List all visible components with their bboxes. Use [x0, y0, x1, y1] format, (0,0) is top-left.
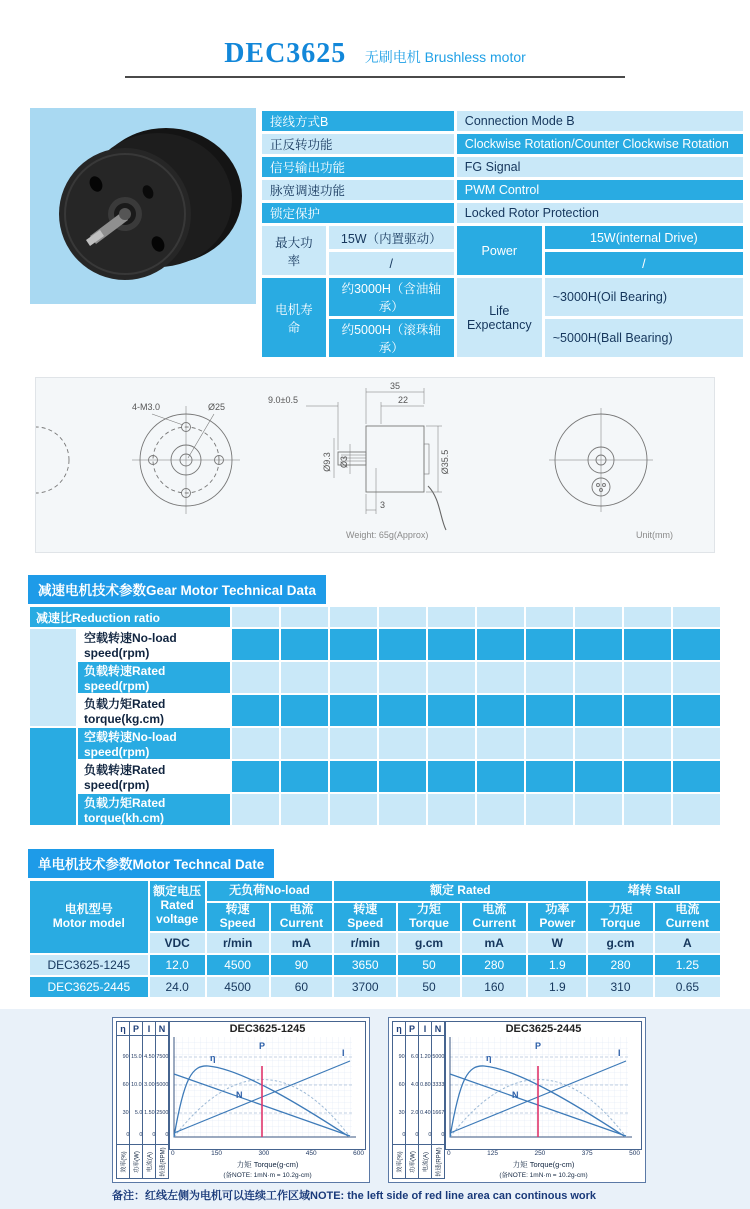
gear-data-cell — [477, 607, 524, 627]
dim-905: 9.0±0.5 — [268, 395, 298, 405]
spec-en: Connection Mode B — [457, 111, 743, 131]
gear-data-cell — [624, 695, 671, 726]
spec-cn: 信号输出功能 — [262, 157, 454, 177]
spec-cn: 锁定保护 — [262, 203, 454, 223]
value-cell: 3650 — [334, 955, 396, 975]
spec-row-rotation — [262, 134, 743, 154]
spec-cn: 脉宽调速功能 — [262, 180, 454, 200]
scale-column-N — [432, 1022, 445, 1178]
value-cell: 1.25 — [655, 955, 720, 975]
gear-data-cell — [428, 662, 475, 693]
gear-data-cell — [575, 794, 622, 825]
power-value2-en: / — [545, 252, 743, 275]
col-header: 电流 Current — [655, 903, 720, 931]
spec-row-power-1 — [262, 226, 743, 249]
group-header: 无负荷No-load — [207, 881, 333, 901]
spec-cn: 正反转功能 — [262, 134, 454, 154]
gear-data-cell — [477, 662, 524, 693]
gear-data-cell — [281, 629, 328, 660]
gear-data-cell — [526, 761, 573, 792]
gear-row-label: 负载转速Rated speed(rpm) — [78, 761, 230, 792]
scale-ticks: 5000 3333 1667 0 — [431, 1053, 444, 1138]
gear-data-cell — [379, 761, 426, 792]
gear-data-cell — [428, 794, 475, 825]
col-header: 电流 Current — [271, 903, 333, 931]
scale-column-I — [419, 1022, 432, 1178]
unit-cell: g.cm — [588, 933, 653, 953]
spec-row-lock — [262, 203, 743, 223]
scale-symbol: η — [117, 1022, 129, 1036]
gear-data-cell — [526, 629, 573, 660]
motor-table-title: 单电机技术参数Motor Techncal Date — [28, 849, 274, 878]
gear-data-cell — [330, 794, 377, 825]
svg-text:P: P — [534, 1040, 542, 1051]
dim-35: 35 — [390, 381, 401, 391]
gear-data-cell — [379, 728, 426, 759]
gear-data-cell — [428, 728, 475, 759]
scale-ticks: 7500 5000 2500 0 — [155, 1053, 168, 1138]
value-cell: 310 — [588, 977, 653, 997]
unit-cell: A — [655, 933, 720, 953]
value-cell: 1.9 — [528, 977, 586, 997]
scale-ticks: 15.0 10.0 5.0 0 — [131, 1053, 142, 1138]
gear-data-cell — [624, 728, 671, 759]
gear-data-cell — [575, 607, 622, 627]
gear-data-cell — [428, 607, 475, 627]
chart-title: DEC3625-1245 — [229, 1022, 306, 1035]
gear-data-cell — [330, 728, 377, 759]
svg-text:N: N — [236, 1089, 243, 1100]
gear-motor-section — [28, 575, 722, 827]
scale-column-η — [117, 1022, 130, 1178]
x-axis-label: 力矩 Torque(g-cm) — [512, 1159, 575, 1169]
gear-table — [28, 605, 722, 827]
value-cell: 50 — [398, 955, 460, 975]
gear-data-cell — [281, 695, 328, 726]
gear-row — [30, 629, 720, 660]
unit-cell: r/min — [207, 933, 269, 953]
value-cell: 280 — [462, 955, 527, 975]
performance-chart-2445 — [388, 1017, 646, 1183]
spec-cn: 接线方式B — [262, 111, 454, 131]
col-header: 转速 Speed — [207, 903, 269, 931]
x-axis-label: 力矩 Torque(g-cm) — [236, 1159, 299, 1169]
unit-cell: r/min — [334, 933, 396, 953]
gear-row — [30, 662, 720, 693]
scale-column-η — [393, 1022, 406, 1178]
gear-data-cell — [673, 695, 720, 726]
col-header: 转速 Speed — [334, 903, 396, 931]
scale-ticks: 4.50 3.00 1.50 0 — [144, 1053, 155, 1138]
gear-data-cell — [624, 607, 671, 627]
x-axis-ticks: 0 125 250 375 500 — [447, 1149, 640, 1157]
gear-row-label: 负载转速Rated speed(rpm) — [78, 662, 230, 693]
value-cell: 0.65 — [655, 977, 720, 997]
svg-text:η: η — [486, 1052, 492, 1063]
curves-plot — [170, 1036, 360, 1144]
gear-data-cell — [673, 728, 720, 759]
value-cell: 90 — [271, 955, 333, 975]
scale-symbol: I — [419, 1022, 431, 1036]
model-cell: DEC3625-2445 — [30, 977, 148, 997]
scale-ticks: 1.20 0.80 0.40 0 — [420, 1053, 431, 1138]
svg-text:η: η — [210, 1052, 216, 1063]
gear-data-cell — [673, 607, 720, 627]
gear-data-cell — [232, 607, 279, 627]
gear-row-label: 负载力矩Rated torque(kg.cm) — [78, 695, 230, 726]
gear-data-cell — [330, 607, 377, 627]
motor-data-section — [28, 849, 722, 999]
gear-row — [30, 794, 720, 825]
scale-ticks: 90 60 30 0 — [398, 1053, 405, 1138]
scale-axis-label: 电流(A) — [419, 1144, 431, 1178]
life-value2-en: ~5000H(Ball Bearing) — [545, 319, 743, 357]
gear-row-label: 负载力矩Rated torque(kh.cm) — [78, 794, 230, 825]
dim-d25: Ø25 — [208, 402, 226, 412]
voltage-header: 额定电压 Rated voltage — [150, 881, 205, 931]
value-cell: 4500 — [207, 977, 269, 997]
spec-row-pwm — [262, 180, 743, 200]
page-title: DEC3625 — [224, 38, 347, 69]
spec-row-life-1 — [262, 278, 743, 316]
svg-text:N: N — [512, 1089, 519, 1100]
col-header: 功率 Power — [528, 903, 586, 931]
gear-data-cell — [575, 728, 622, 759]
gear-data-cell — [575, 695, 622, 726]
life-value1-en: ~3000H(Oil Bearing) — [545, 278, 743, 316]
gear-data-cell — [281, 794, 328, 825]
header-title-block — [125, 38, 625, 78]
dimensional-drawing — [35, 377, 715, 553]
gear-data-cell — [575, 761, 622, 792]
gear-data-cell — [477, 695, 524, 726]
unit-cell: VDC — [150, 933, 205, 953]
group-header: 堵转 Stall — [588, 881, 720, 901]
reduction-ratio-row — [30, 607, 720, 627]
value-cell: 12.0 — [150, 955, 205, 975]
gear-data-cell — [232, 629, 279, 660]
dim-22: 22 — [398, 395, 409, 405]
scale-symbol: η — [393, 1022, 405, 1036]
x-axis-ticks: 0 150 300 450 600 — [171, 1149, 364, 1157]
svg-text:I: I — [342, 1047, 345, 1058]
motor-data-row — [30, 977, 720, 997]
gear-data-cell — [428, 629, 475, 660]
gear-data-cell — [379, 607, 426, 627]
spec-row-fg-signal — [262, 157, 743, 177]
motor-photo-illustration — [30, 108, 256, 304]
gear-data-cell — [330, 629, 377, 660]
gear-row-label: 空载转速No-load speed(rpm) — [78, 728, 230, 759]
spec-en: Clockwise Rotation/Counter Clockwise Rotation — [457, 134, 743, 154]
unit-cell: W — [528, 933, 586, 953]
gear-data-cell — [673, 662, 720, 693]
gear-data-cell — [624, 761, 671, 792]
y-axis-scales — [392, 1021, 445, 1179]
col-header: 力矩 Torque — [588, 903, 653, 931]
gear-table-title: 减速电机技术参数Gear Motor Technical Data — [28, 575, 326, 604]
model-cell: DEC3625-1245 — [30, 955, 148, 975]
unit-cell: g.cm — [398, 933, 460, 953]
power-value2-cn: / — [329, 252, 454, 275]
scale-column-N — [156, 1022, 169, 1178]
subtitle-en: Brushless motor — [424, 49, 526, 65]
gear-data-cell — [281, 728, 328, 759]
scale-column-P — [130, 1022, 143, 1178]
power-label-cn: 最大功率 — [262, 226, 326, 275]
group-header: 额定 Rated — [334, 881, 586, 901]
drawing-unit: Unit(mm) — [636, 530, 673, 540]
spec-en: PWM Control — [457, 180, 743, 200]
life-label-cn: 电机寿命 — [262, 278, 326, 357]
dim-d93: Ø9.3 — [322, 452, 332, 472]
page-subtitle — [365, 49, 526, 65]
value-cell: 4500 — [207, 955, 269, 975]
gear-data-cell — [330, 761, 377, 792]
gear-group-spacer — [30, 629, 76, 726]
gear-data-cell — [232, 761, 279, 792]
x-axis-note: (备NOTE: 1mN·m = 10.2g-cm) — [223, 1171, 312, 1179]
gear-data-cell — [575, 662, 622, 693]
scale-symbol: I — [143, 1022, 155, 1036]
drawing-weight: Weight: 65g(Approx) — [346, 530, 429, 540]
spec-table — [259, 108, 746, 360]
gear-row — [30, 728, 720, 759]
gear-data-cell — [232, 662, 279, 693]
scale-column-P — [406, 1022, 419, 1178]
gear-data-cell — [477, 761, 524, 792]
motor-header-groups — [30, 881, 720, 901]
gear-data-cell — [624, 662, 671, 693]
life-label-en: Life Expectancy — [457, 278, 542, 357]
gear-data-cell — [281, 607, 328, 627]
y-axis-scales — [116, 1021, 169, 1179]
gear-data-cell — [673, 761, 720, 792]
spec-en: Locked Rotor Protection — [457, 203, 743, 223]
reduction-ratio-label: 减速比Reduction ratio — [30, 607, 230, 627]
spec-section — [30, 108, 746, 360]
gear-data-cell — [379, 629, 426, 660]
gear-group-spacer — [30, 728, 76, 825]
gear-data-cell — [526, 794, 573, 825]
value-cell: 60 — [271, 977, 333, 997]
scale-axis-label: 转速(RPM) — [432, 1144, 444, 1178]
power-value-cn: 15W（内置驱动） — [329, 226, 454, 249]
scale-symbol: P — [406, 1022, 418, 1036]
x-axis-note: (备NOTE: 1mN·m = 10.2g-cm) — [499, 1171, 588, 1179]
scale-axis-label: 电流(A) — [143, 1144, 155, 1178]
gear-data-cell — [232, 794, 279, 825]
gear-data-cell — [281, 662, 328, 693]
unit-cell: mA — [462, 933, 527, 953]
gear-data-cell — [428, 695, 475, 726]
gear-data-cell — [281, 761, 328, 792]
power-value-en: 15W(internal Drive) — [545, 226, 743, 249]
performance-chart-1245 — [112, 1017, 370, 1183]
gear-data-cell — [232, 695, 279, 726]
gear-data-cell — [477, 728, 524, 759]
gear-data-cell — [526, 607, 573, 627]
gear-row — [30, 761, 720, 792]
svg-text:I: I — [618, 1047, 621, 1058]
gear-data-cell — [673, 629, 720, 660]
gear-data-cell — [477, 794, 524, 825]
spec-en: FG Signal — [457, 157, 743, 177]
chart-title: DEC3625-2445 — [505, 1022, 582, 1035]
scale-column-I — [143, 1022, 156, 1178]
gear-data-cell — [673, 794, 720, 825]
page-header — [0, 0, 750, 78]
gear-data-cell — [330, 662, 377, 693]
dim-3: 3 — [380, 500, 386, 510]
scale-ticks: 6.0 4.0 2.0 0 — [410, 1053, 418, 1138]
scale-symbol: N — [432, 1022, 444, 1036]
gear-data-cell — [330, 695, 377, 726]
gear-row-label: 空载转速No-load speed(rpm) — [78, 629, 230, 660]
dim-d3: Ø3 — [339, 455, 349, 469]
charts-footnote: 备注：红线左侧为电机可以连续工作区域NOTE: the left side of red line area can continous work — [112, 1189, 597, 1202]
product-photo — [30, 108, 256, 304]
gear-data-cell — [624, 629, 671, 660]
scale-axis-label: 功率(W) — [130, 1144, 142, 1178]
life-value1-cn: 约3000H（含油轴承） — [329, 278, 454, 316]
value-cell: 280 — [588, 955, 653, 975]
drawing-svg — [36, 378, 714, 552]
col-header: 力矩 Torque — [398, 903, 460, 931]
gear-data-cell — [526, 728, 573, 759]
value-cell: 50 — [398, 977, 460, 997]
scale-symbol: P — [130, 1022, 142, 1036]
dim-4m30: 4-M3.0 — [132, 402, 161, 412]
value-cell: 3700 — [334, 977, 396, 997]
scale-axis-label: 功率(W) — [406, 1144, 418, 1178]
gear-data-cell — [232, 728, 279, 759]
gear-row — [30, 695, 720, 726]
motor-data-row — [30, 955, 720, 975]
scale-symbol: N — [156, 1022, 168, 1036]
value-cell: 160 — [462, 977, 527, 997]
model-header: 电机型号 Motor model — [30, 881, 148, 953]
scale-ticks: 90 60 30 0 — [122, 1053, 129, 1138]
life-value2-cn: 约5000H（滚珠轴承） — [329, 319, 454, 357]
spec-row-connection — [262, 111, 743, 131]
value-cell: 1.9 — [528, 955, 586, 975]
gear-data-cell — [428, 761, 475, 792]
scale-axis-label: 效率(%) — [393, 1144, 405, 1178]
gear-data-cell — [379, 695, 426, 726]
gear-data-cell — [526, 662, 573, 693]
value-cell: 24.0 — [150, 977, 205, 997]
gear-data-cell — [379, 794, 426, 825]
unit-cell: mA — [271, 933, 333, 953]
motor-table — [28, 879, 722, 999]
col-header: 电流 Current — [462, 903, 527, 931]
gear-data-cell — [624, 794, 671, 825]
subtitle-cn: 无刷电机 — [364, 49, 421, 65]
scale-axis-label: 转速(RPM) — [156, 1144, 168, 1178]
svg-text:P: P — [258, 1040, 266, 1051]
gear-data-cell — [526, 695, 573, 726]
gear-data-cell — [379, 662, 426, 693]
gear-data-cell — [575, 629, 622, 660]
scale-axis-label: 效率(%) — [117, 1144, 129, 1178]
power-label-en: Power — [457, 226, 542, 275]
charts-section — [0, 1009, 750, 1209]
dim-d355: Ø35.5 — [440, 449, 450, 475]
gear-data-cell — [477, 629, 524, 660]
curves-plot — [446, 1036, 636, 1144]
